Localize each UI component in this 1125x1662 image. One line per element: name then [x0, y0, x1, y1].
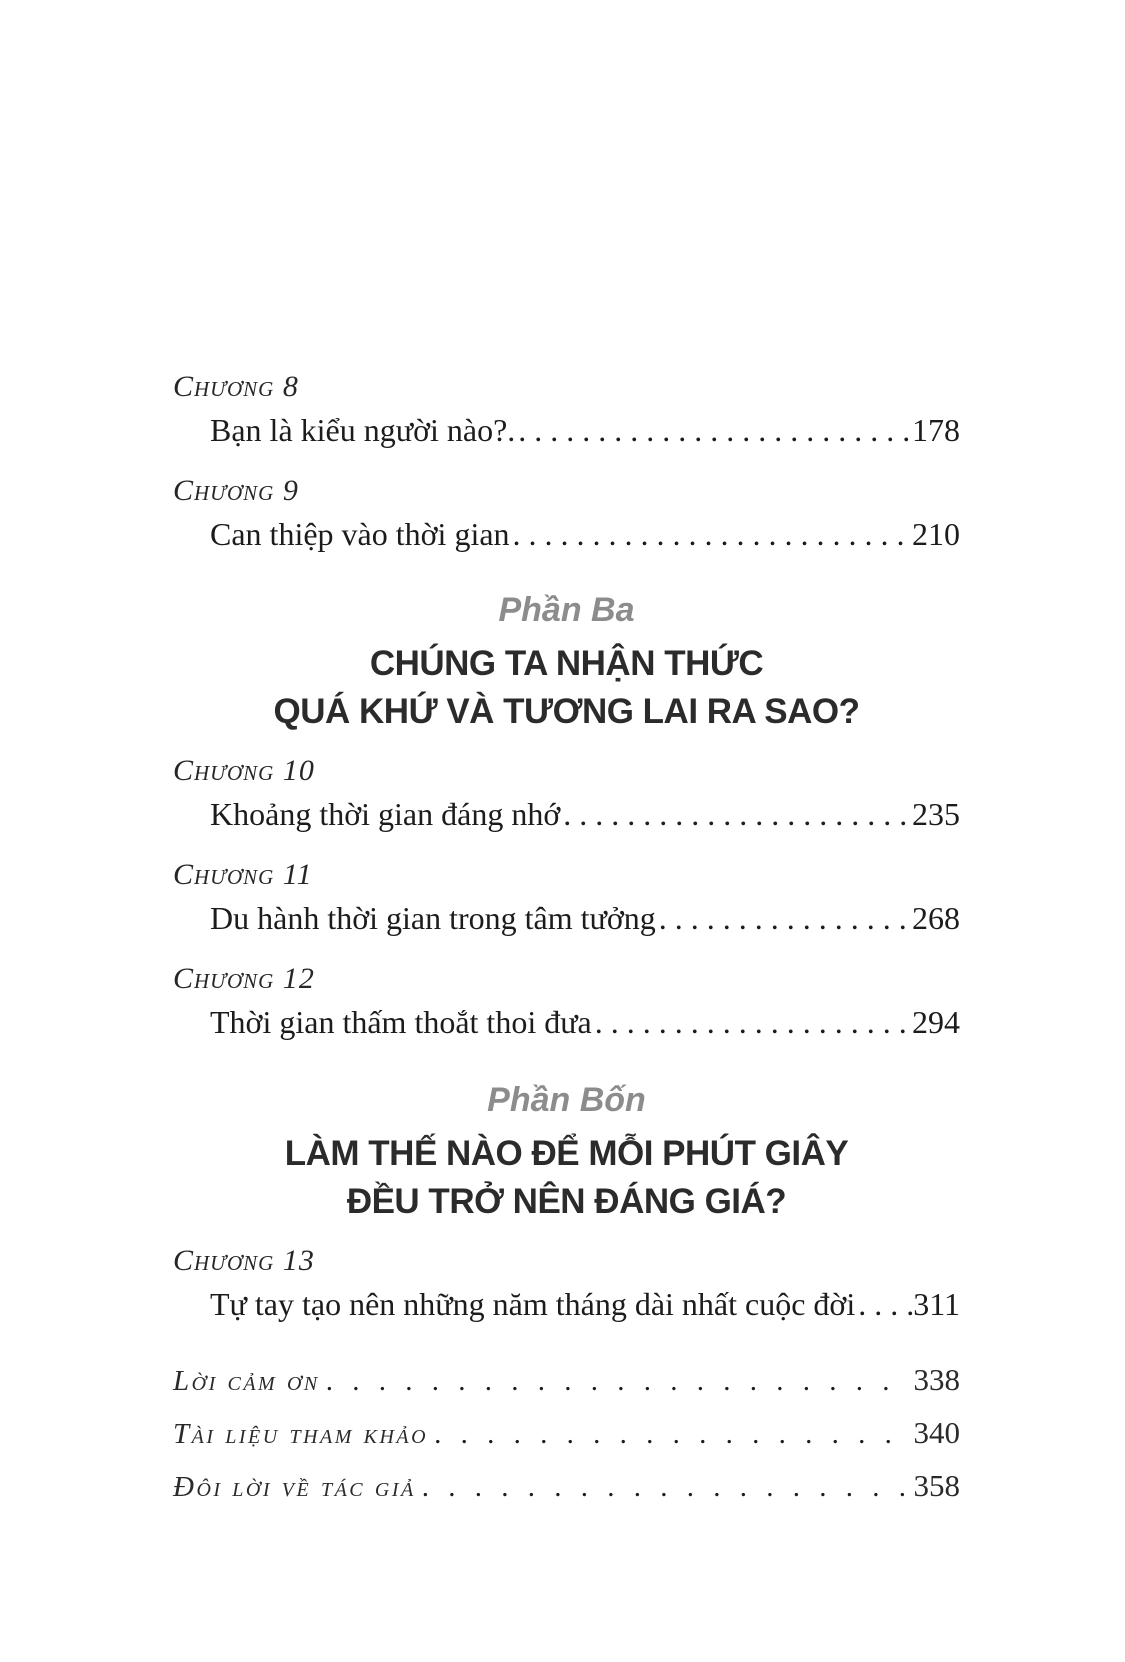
back-matter-title: Đôi lời về tác giả [173, 1471, 416, 1503]
page-number: 294 [912, 1004, 960, 1040]
back-matter-title: Tài liệu tham khảo [173, 1418, 429, 1450]
toc-entry [173, 1000, 960, 1044]
toc-entry [173, 792, 960, 836]
chapter-label: Chương 9 [173, 474, 299, 507]
chapter-label: Chương 12 [173, 962, 315, 995]
page-number: 340 [913, 1415, 960, 1450]
part-title-line: CHÚNG TA NHẬN THỨC [369, 644, 764, 683]
chapter-title: Thời gian thấm thoắt thoi đưa [210, 1004, 592, 1040]
dot-leader [320, 1363, 904, 1399]
page-number: 338 [913, 1362, 960, 1397]
page-number: 178 [912, 412, 960, 448]
toc-chapter-9 [173, 472, 960, 556]
part-title-line: QUÁ KHỨ VÀ TƯƠNG LAI RA SAO? [273, 692, 860, 731]
dot-leader [592, 1000, 912, 1044]
page-number: 268 [912, 900, 960, 936]
dot-leader [515, 408, 912, 452]
part-label: Phần Bốn [487, 1081, 646, 1119]
chapter-label: Chương 11 [173, 858, 313, 891]
toc-chapter-12 [173, 960, 960, 1044]
toc-entry-references [173, 1415, 960, 1452]
back-matter-title: Lời cảm ơn [173, 1365, 320, 1397]
part-title-line: ĐỀU TRỞ NÊN ĐÁNG GIÁ? [346, 1182, 787, 1221]
part-title-line: LÀM THẾ NÀO ĐỂ MỖI PHÚT GIÂY [284, 1134, 849, 1173]
chapter-title: Bạn là kiểu người nào?. [210, 412, 516, 448]
chapter-title: Khoảng thời gian đáng nhớ [210, 796, 561, 832]
part-title [173, 1130, 960, 1226]
toc-chapter-10 [173, 752, 960, 836]
toc-chapter-11 [173, 856, 960, 940]
page-number: 235 [912, 796, 960, 832]
dot-leader [560, 792, 912, 836]
chapter-title: Tự tay tạo nên những năm tháng dài nhất cuộc đời [210, 1286, 856, 1322]
toc-chapter-8 [173, 368, 960, 452]
chapter-title: Du hành thời gian trong tâm tưởng [210, 900, 656, 936]
toc-chapter-13 [173, 1242, 960, 1326]
chapter-label: Chương 8 [173, 370, 299, 403]
part-header-3 [173, 590, 960, 736]
dot-leader [416, 1469, 904, 1505]
page-number: 210 [912, 516, 960, 552]
part-title [173, 640, 960, 736]
dot-leader [855, 1282, 913, 1326]
chapter-title: Can thiệp vào thời gian [210, 516, 510, 552]
page-number: 358 [913, 1468, 960, 1503]
part-header-4 [173, 1080, 960, 1226]
toc-entry [173, 1282, 960, 1326]
page-number: 311 [913, 1286, 960, 1322]
toc-entry [173, 896, 960, 940]
toc-entry [173, 512, 960, 556]
chapter-label: Chương 13 [173, 1244, 315, 1277]
dot-leader [510, 512, 912, 556]
dot-leader [428, 1416, 903, 1452]
toc-entry [173, 408, 960, 452]
toc-entry-acknowledgements [173, 1362, 960, 1399]
chapter-label: Chương 10 [173, 754, 315, 787]
dot-leader [656, 896, 912, 940]
part-label: Phần Ba [498, 591, 635, 629]
toc-entry-about-author [173, 1468, 960, 1505]
back-matter [173, 1362, 960, 1505]
